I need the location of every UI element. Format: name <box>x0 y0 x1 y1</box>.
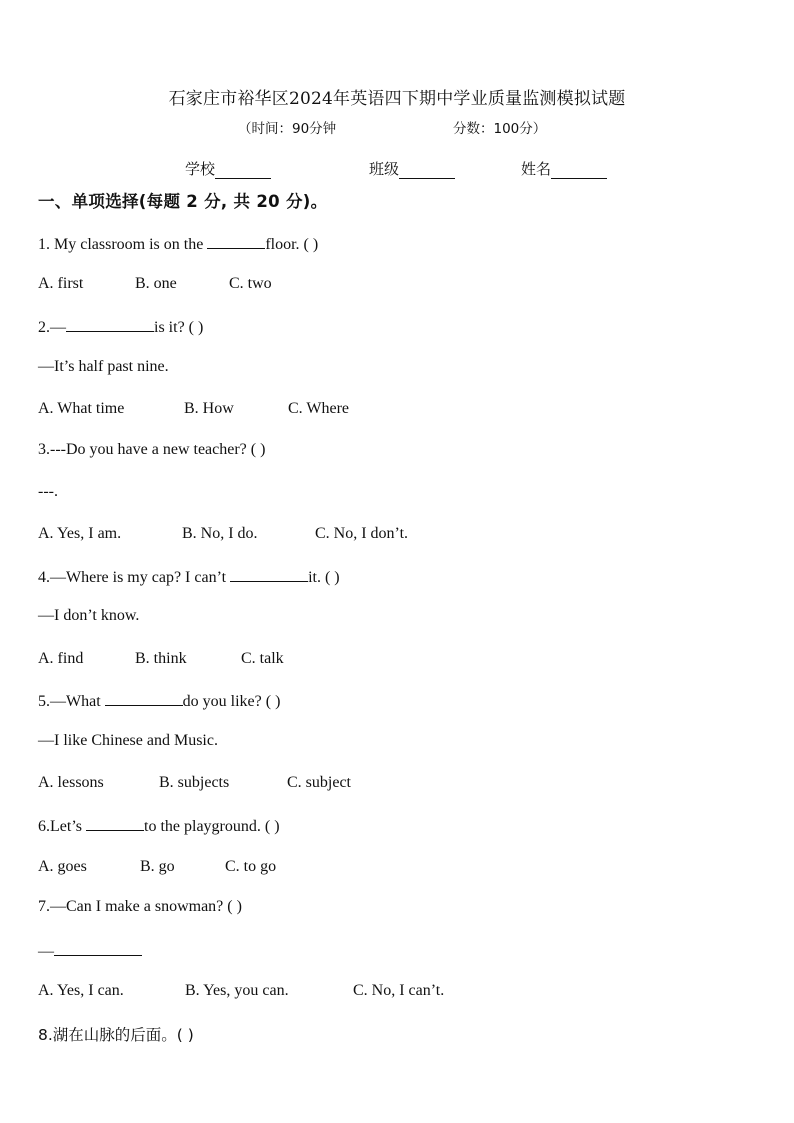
option-a[interactable]: A. What time <box>38 400 125 417</box>
school-blank[interactable] <box>215 162 271 179</box>
question-text: 6.Let’s <box>38 818 86 835</box>
option-a[interactable]: A. Yes, I can. <box>38 982 124 999</box>
school-label: 学校 <box>185 160 216 178</box>
option-b[interactable]: B. Yes, you can. <box>185 982 289 999</box>
page-title: 石家庄市裕华区2024年英语四下期中学业质量监测模拟试题 <box>168 89 626 109</box>
question-text: to the playground. ( ) <box>144 818 280 835</box>
question-text: 4.—Where is my cap? I can’t <box>38 569 231 586</box>
question-reply: —I don’t know. <box>38 607 140 624</box>
option-c[interactable]: C. subject <box>287 774 351 791</box>
question-5 <box>38 690 280 711</box>
class-blank[interactable] <box>399 162 455 179</box>
answer-blank[interactable] <box>54 940 142 956</box>
class-label: 班级 <box>369 160 400 178</box>
question-7: 7.—Can I make a snowman? ( ) <box>38 898 242 915</box>
question-2 <box>38 316 203 337</box>
option-b[interactable]: B. one <box>135 275 177 292</box>
name-label: 姓名 <box>521 160 552 178</box>
answer-blank[interactable] <box>86 815 144 831</box>
name-field <box>521 158 607 179</box>
option-a[interactable]: A. lessons <box>38 774 104 791</box>
option-a[interactable]: A. find <box>38 650 84 667</box>
answer-blank[interactable] <box>207 233 265 249</box>
question-3: 3.---Do you have a new teacher? ( ) <box>38 441 266 458</box>
option-a[interactable]: A. goes <box>38 858 87 875</box>
option-b[interactable]: B. go <box>140 858 175 875</box>
option-c[interactable]: C. talk <box>241 650 284 667</box>
option-c[interactable]: C. No, I can’t. <box>353 982 445 999</box>
option-c[interactable]: C. No, I don’t. <box>315 525 409 542</box>
question-6 <box>38 815 280 836</box>
question-text: it. ( ) <box>308 569 340 586</box>
class-field <box>369 158 455 179</box>
answer-blank[interactable] <box>105 690 183 706</box>
question-reply <box>38 940 142 961</box>
section-heading: 一、单项选择(每题 2 分, 共 20 分)。 <box>38 192 328 211</box>
option-c[interactable]: C. two <box>229 275 272 292</box>
answer-blank[interactable] <box>230 566 308 582</box>
question-4 <box>38 566 340 587</box>
option-b[interactable]: B. think <box>135 650 187 667</box>
question-8: 8.湖在山脉的后面。( ) <box>38 1026 194 1044</box>
question-reply: —I like Chinese and Music. <box>38 732 218 749</box>
question-text: 1. My classroom is on the <box>38 236 208 253</box>
question-text: do you like? ( ) <box>182 693 281 710</box>
option-a[interactable]: A. Yes, I am. <box>38 525 122 542</box>
option-b[interactable]: B. No, I do. <box>182 525 258 542</box>
option-c[interactable]: C. to go <box>225 858 277 875</box>
exam-score: 分数：100分） <box>453 121 547 137</box>
student-info <box>0 158 794 182</box>
reply-dash: — <box>38 943 54 960</box>
school-field <box>185 158 271 179</box>
question-text: floor. ( ) <box>265 236 319 253</box>
option-b[interactable]: B. subjects <box>159 774 230 791</box>
exam-time: （时间：90分钟 <box>238 121 337 137</box>
question-reply: —It’s half past nine. <box>38 358 169 375</box>
answer-blank[interactable] <box>66 316 154 332</box>
option-a[interactable]: A. first <box>38 275 84 292</box>
exam-meta <box>0 117 794 137</box>
name-blank[interactable] <box>551 162 607 179</box>
question-1 <box>38 233 318 254</box>
option-c[interactable]: C. Where <box>288 400 350 417</box>
question-text: 2.— <box>38 319 66 336</box>
question-text: 5.—What <box>38 693 105 710</box>
option-b[interactable]: B. How <box>184 400 234 417</box>
question-reply: ---. <box>38 483 58 500</box>
question-text: is it? ( ) <box>154 319 204 336</box>
